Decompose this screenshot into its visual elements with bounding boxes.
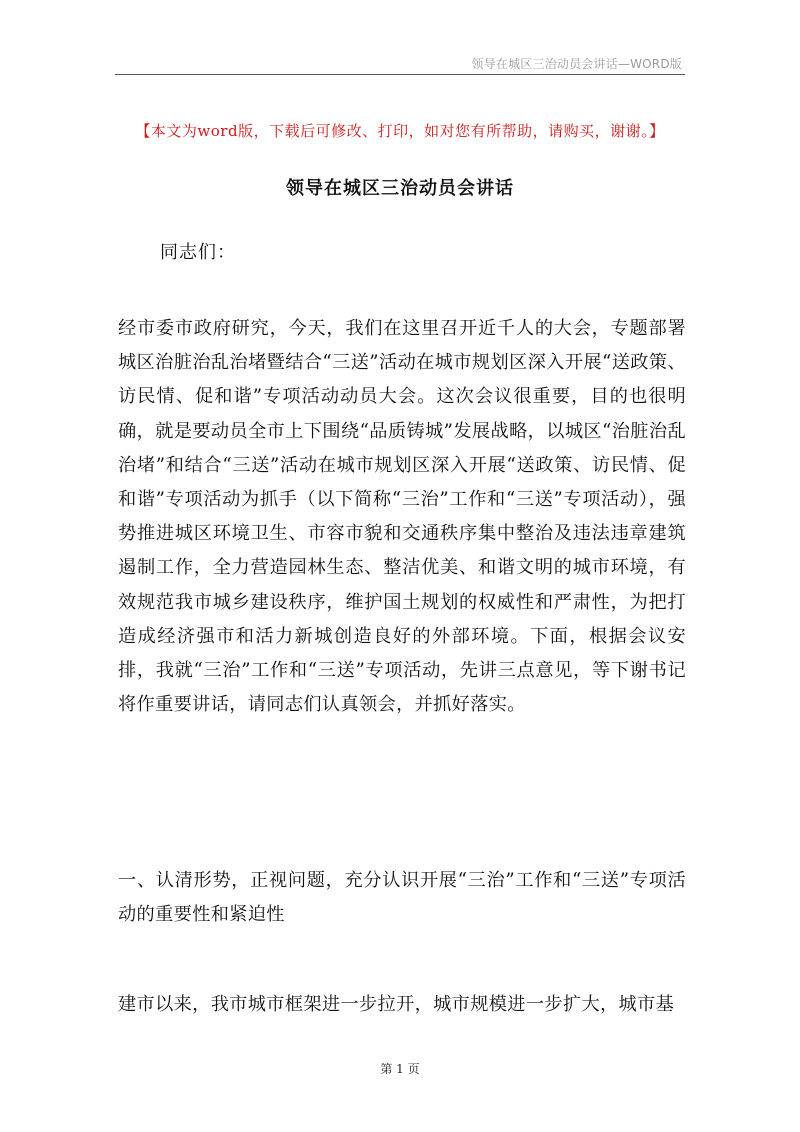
body-paragraph-1: 经市委市政府研究，今天，我们在这里召开近千人的大会，专题部署城区治脏治乱治堵暨结合“三送”活动在城市规划区深入开展“送政策、访民情、促和谐”专项活动动员大会。这次会议很重要，目的也很明确，就是要动员全市上下围绕“品质铸城”发展战略，以城区“治脏治乱治堵”和结合“三送”活动在城市规划区深入开展“送政策、访民情、促和谐”专项活动为抓手（以下简称“三治”工作和“三送”专项活动），强势推进城区环境卫生、市容市貌和交通秩序集中整治及违法违章建筑遏制工作，全力营造园林生态、整洁优美、和谐文明的城市环境，有效规范我市城乡建设秩序，维护国土规划的权威性和严肃性，为把打造成经济强市和活力新城创造良好的外部环境。下面，根据会议安排，我就“三治”工作和“三送”专项活动，先讲三点意见，等下谢书记将作重要讲话，请同志们认真领会，并抓好落实。 [118,318,686,716]
section-heading-1: 一、认清形势，正视问题，充分认识开展“三治”工作和“三送”专项活动的重要性和紧迫性 [118,870,686,926]
header-divider [115,74,685,75]
document-title: 领导在城区三治动员会讲话 [286,178,514,199]
page-header-text: 领导在城区三治动员会讲话—WORD版 [471,57,682,71]
body-paragraph-2: 建市以来，我市城市框架进一步拉开，城市规模进一步扩大，城市基 [118,994,675,1015]
greeting: 同志们： [160,242,236,263]
page-number: 第 1 页 [380,1062,420,1076]
download-notice: 【本文为word版，下载后可修改、打印，如对您有所帮助，请购买，谢谢。】 [135,122,665,140]
